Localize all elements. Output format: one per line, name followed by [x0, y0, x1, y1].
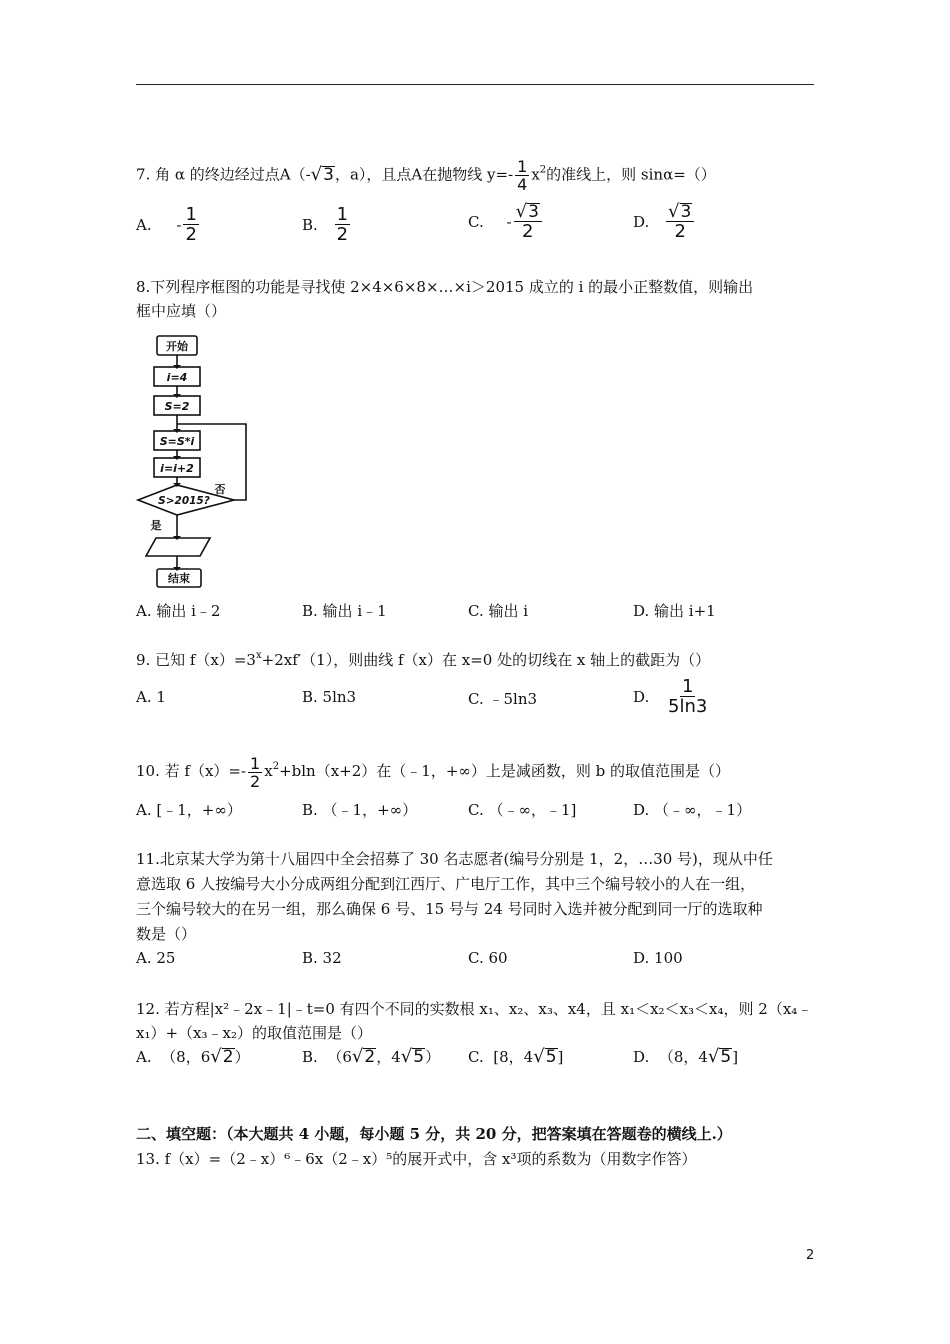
q11-option-c: C. 60	[468, 949, 508, 967]
q10-option-d: D. （﹣∞，﹣1）	[633, 801, 752, 819]
page-number: 2	[806, 1248, 815, 1263]
flowchart-start-label: 开始	[166, 340, 188, 353]
q12-line-1: 12. 若方程|x²﹣2x﹣1|﹣t=0 有四个不同的实数根 x₁、x₂、x₃、x4，且 x₁＜x₂＜x₃＜x₄，则 2（x₄﹣	[136, 1000, 813, 1018]
q10-option-c: C. （﹣∞，﹣1]	[468, 801, 577, 819]
sqrt: √ 5	[533, 1046, 557, 1067]
q10-option-a: A. [﹣1，+∞）	[136, 801, 242, 819]
sqrt-3: √ 3	[310, 163, 334, 185]
sqrt: √ 2	[351, 1046, 376, 1067]
question-10: 10. 若 f（x）=- $\frac{1}{2}$ $x^2+bln(x+2)$在（﹣1，+∞）上是减函数，则 b 的取值范围是（）	[136, 753, 731, 791]
flowchart-yes-label: 是	[150, 519, 162, 532]
flowchart-output	[146, 538, 210, 556]
fraction-sqrt3: √ 3 2	[666, 202, 694, 241]
q11-line-2: 意选取 6 人按编号大小分成两组分配到江西厅、广电厅工作，其中三个编号较小的人在一组，	[136, 875, 756, 893]
q8-line-1: 8.下列程序框图的功能是寻找使 2×4×6×8×…×i＞2015 成立的 i 的最小正整数值，则输出	[136, 278, 754, 296]
q11-line-1: 11.北京某大学为第十八届四中全会招募了 30 名志愿者(编号分别是 1，2，…30 号)，现从中任	[136, 850, 773, 868]
q11-line-3: 三个编号较大的在另一组，那么确保 6 号、15 号与 24 号同时入选并被分配到同一厅的选取种	[136, 900, 763, 918]
question-13: 13. f（x）=（2﹣x）⁶﹣6x（2﹣x）⁵的展开式中，含 x³项的系数为（用数字作答）	[136, 1150, 697, 1168]
flowchart-condition-label: S>2015?	[158, 495, 210, 507]
q11-option-d: D. 100	[633, 949, 683, 967]
q9-option-b: B. 5ln3	[302, 688, 357, 706]
q7-option-c: C. - √ 3 2	[468, 202, 544, 241]
section-2-heading: 二、填空题：（本大题共 4 小题，每小题 5 分，共 20 分，把答案填在答题卷的横线上.）	[136, 1125, 732, 1143]
fraction-1-2: $\frac{1}{2}$	[250, 753, 261, 791]
flowchart-init-s-label: S=2	[164, 400, 190, 413]
q8-option-a: A. 输出 i﹣2	[136, 602, 221, 620]
flowchart-end-label: 结束	[168, 572, 190, 585]
q7-option-d: D. √ 3 2	[633, 202, 696, 241]
sqrt: √ 5	[400, 1046, 425, 1067]
question-9: 9. 已知 $f(x)=3^x+2xf'(1)$，则曲线 f（x）在 x=0 处的切线在 x 轴上的截距为（）	[136, 650, 711, 669]
q12-option-b: B. （6 √ 2 ，4 √ 5 ）	[302, 1046, 441, 1067]
q7-option-a: A. - $\frac{1}{2}$	[136, 204, 197, 245]
flowchart-update-i-label: i=i+2	[160, 462, 194, 475]
q9-option-d: D. $\frac{1}{5\ln 3}$	[633, 676, 708, 717]
question-7: 7. 角 α 的终边经过点A（- √ 3 ，a），且点A在抛物线 y=- $\frac{1}{4}$ $x^2$的准线上，则 sinα=（）	[136, 157, 716, 194]
q11-line-4: 数是（）	[136, 925, 197, 943]
q8-option-b: B. 输出 i﹣1	[302, 602, 387, 620]
q12-option-d: D. （8，4 √ 5 ]	[633, 1046, 739, 1067]
q9-option-c: C. ﹣5ln3	[468, 690, 538, 708]
q8-option-d: D. 输出 i+1	[633, 602, 716, 620]
fraction-1-4: $\frac{1}{4}$	[517, 157, 528, 194]
flowchart-no-label: 否	[214, 483, 226, 496]
fraction: $\frac{1}{2}$	[336, 204, 349, 245]
fraction-1-5ln3: $\frac{1}{5\ln 3}$	[668, 676, 708, 717]
q12-option-a: A. （8，6 √ 2 ）	[136, 1046, 250, 1067]
header-rule	[136, 84, 814, 85]
q7-option-b: B. $\frac{1}{2}$	[302, 204, 349, 245]
flowchart-init-i-label: i=4	[166, 371, 188, 384]
sqrt: √ 5	[707, 1046, 732, 1067]
fraction: $\frac{1}{2}$	[185, 204, 197, 245]
q8-line-2: 框中应填（）	[136, 302, 227, 320]
q9-option-a: A. 1	[136, 688, 166, 706]
q11-option-a: A. 25	[136, 949, 176, 967]
q8-option-c: C. 输出 i	[468, 602, 529, 620]
q10-option-b: B. （﹣1，+∞）	[302, 801, 418, 819]
q11-option-b: B. 32	[302, 949, 342, 967]
sqrt: √ 2	[210, 1046, 234, 1067]
fraction-sqrt3: √ 3 2	[514, 202, 542, 241]
flowchart	[130, 332, 260, 592]
flowchart-update-s-label: S=S*i	[159, 435, 195, 448]
q12-line-2: x₁）+（x₃﹣x₂）的取值范围是（）	[136, 1024, 372, 1042]
q12-option-c: C. [8，4 √ 5 ]	[468, 1046, 564, 1067]
